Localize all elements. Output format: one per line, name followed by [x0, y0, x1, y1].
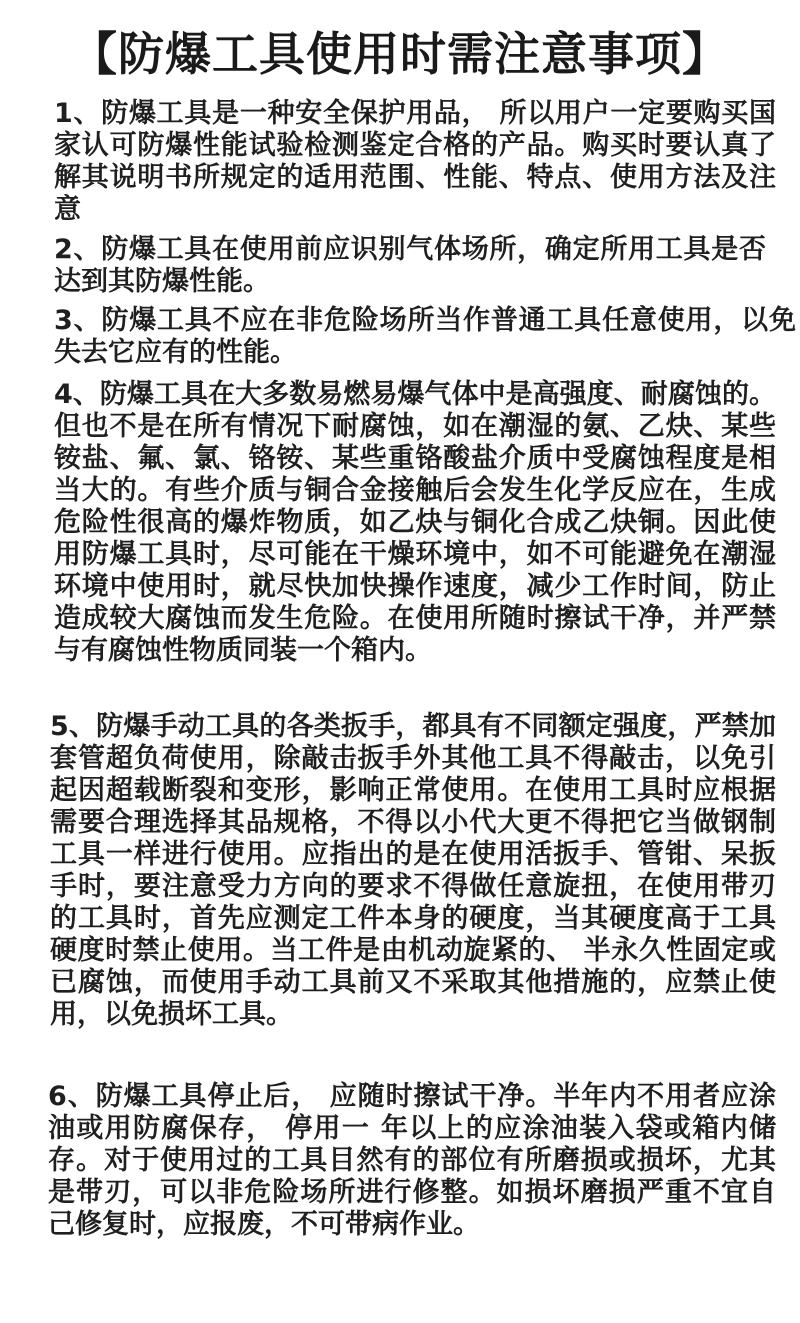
notice-item-4: 4、防爆工具在大多数易燃易爆气体中是高强度、耐腐蚀的。但也不是在所有情况下耐腐蚀，如在潮湿的氨、乙炔、某些铵盐、氟、氯、铬铵、某些重铬酸盐介质中受腐蚀程度是相当大的。有些介质与铜合金接触后会发生化学反应在，生成危险性很高的爆炸物质，如乙炔与铜化合成乙炔铜。因此使用防爆工具时，尽可能在干燥环境中，如不可能避免在潮湿环境中使用时，就尽快加快操作速度，减少工作时间，防止造成较大腐蚀而发生危险。在使用所随时擦试干净，并严禁与有腐蚀性物质同装一个箱内。: [54, 379, 776, 666]
notice-item-2: 2、防爆工具在使用前应识别气体场所，确定所用工具是否达到其防爆性能。: [54, 234, 766, 297]
notice-item-6: 6、防爆工具停止后， 应随时擦试干净。半年内不用者应涂油或用防腐保存， 停用一 年以上的应涂油装入袋或箱内储存。对于使用过的工具目然有的部位有所磨损或损坏，尤其是带刃，可以非危险场所进行修整。如损坏磨损严重不宜自己修复时，应报废，不可带病作业。: [48, 1081, 776, 1240]
page-title: 【防爆工具使用时需注意事项】: [71, 27, 729, 81]
notice-item-5: 5、防爆手动工具的各类扳手，都具有不同额定强度，严禁加套管超负荷使用，除敲击扳手外其他工具不得敲击，以免引起因超载断裂和变形，影响正常使用。在使用工具时应根据需要合理选择其品规格，不得以小代大更不得把它当做钢制工具一样进行使用。应指出的是在使用活扳手、管钳、呆扳手时，要注意受力方向的要求不得做任意旋扭，在使用带刃的工具时，首先应测定工件本身的硬度，当其硬度高于工具硬度时禁止使用。当工件是由机动旋紧的、 半永久性固定或已腐蚀，而使用手动工具前又不采取其他措施的，应禁止使用，以免损坏工具。: [50, 711, 776, 1030]
notice-item-3: 3、防爆工具不应在非危险场所当作普通工具任意使用，以免失去它应有的性能。: [54, 305, 796, 368]
notice-item-1: 1、防爆工具是一种安全保护用品， 所以用户一定要购买国家认可防爆性能试验检测鉴定合格的产品。购买时要认真了解其说明书所规定的适用范围、性能、特点、使用方法及注意: [54, 98, 776, 225]
